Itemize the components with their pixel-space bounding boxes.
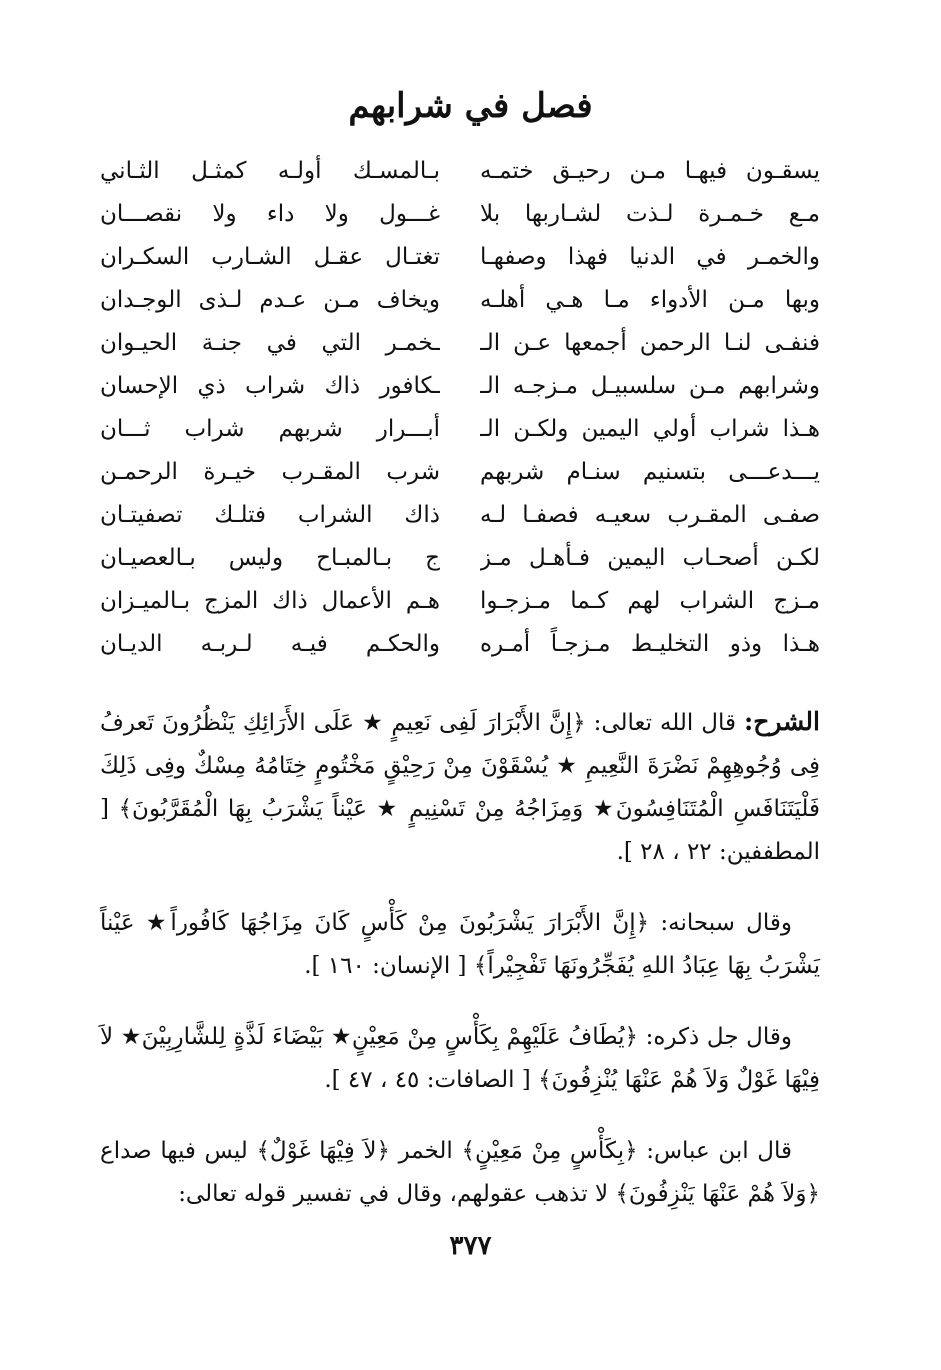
commentary-paragraph: وقال جل ذكره: ﴿يُطَافُ عَلَيْهِمْ بِكَأْسٍ مِنْ مَعِيْنٍ★ بَيْضَاءَ لَذَّةٍ لِلشَّارِبِيْنَ★ لاَ فِيْهَا غَوْلٌ وَلاَ هُمْ عَنْهَا يُنْزِفُونَ﴾ [ الصافات: ٤٥ ، ٤٧ ]. [100, 1024, 820, 1093]
verse-line [100, 236, 820, 279]
verse-line [100, 623, 820, 666]
verse-first-hemistich: والخمـر في الدنيا فهذا وصفهـا [480, 244, 820, 270]
verse-second-hemistich: بـالمسـك أولـه كمثـل الثـاني [100, 158, 440, 184]
verse-second-hemistich: ـكافور ذاك شراب ذي الإحسان [100, 373, 440, 399]
commentary-section [100, 700, 820, 1244]
verse-first-hemistich: وبها مـن الأدواء مـا هـي أهلـه [480, 287, 820, 313]
verse-second-hemistich: هـم الأعمال ذاك المزج بـالميـزان [100, 588, 440, 614]
commentary-paragraph: وقال سبحانه: ﴿إِنَّ الأَبْرَارَ يَشْرَبُونَ مِنْ كَأْسٍ كَانَ مِزَاجُهَا كَافُوراً★ عَيْناً يَشْرَبُ بِهَا عِبَادُ اللهِ يُفَجِّرُونَهَا تَفْجِيْراً﴾ [ الإنسان: ١٦٠ ]. [100, 910, 820, 979]
verse-second-hemistich: أبـــرار شربهم شراب ثـــان [100, 416, 440, 442]
verse-second-hemistich: غـــول ولا داء ولا نقصـــان [100, 201, 440, 227]
verse-first-hemistich: هـذا شراب أولي اليمين ولكـن الـ [480, 416, 820, 442]
verse-first-hemistich: هـذا وذو التخليـط مـزجـاً أمـره [480, 631, 820, 657]
poem-verses [100, 150, 820, 666]
verse-first-hemistich: لكـن أصحـاب اليمين فـأهـل مـز [480, 545, 820, 571]
verse-line [100, 279, 820, 322]
verse-first-hemistich: يسقـون فيهـا مـن رحيـق ختمـه [480, 158, 820, 184]
commentary-label: الشرح: [743, 707, 820, 736]
page-number: ٣٧٧ [449, 1231, 492, 1261]
verse-second-hemistich: شرب المقـرب خيـرة الرحمـن [100, 459, 440, 485]
verse-first-hemistich: صفـى المقـرب سعيـه فصفـا لـه [480, 502, 820, 528]
verse-first-hemistich: مـع خـمـرة لـذت لشـاربها بلا [480, 201, 820, 227]
verse-second-hemistich: ج بـالمبـاح وليس بـالعصيـان [100, 545, 440, 571]
page-title: فصل في شرابهم [348, 86, 593, 126]
verse-line [100, 537, 820, 580]
verse-first-hemistich: مـزج الشراب لهم كـما مـزجـوا [480, 588, 820, 614]
verse-line [100, 494, 820, 537]
verse-line [100, 322, 820, 365]
verse-line [100, 365, 820, 408]
commentary-text: قال الله تعالى: ﴿إِنَّ الأَبْرَارَ لَفِى نَعِيمٍ ★ عَلَى الأَرَائِكِ يَنْظُرُونَ تَعرفُ فِى وُجُوهِهِمْ نَضْرَةَ النَّعِيمِ ★ يُسْقَوْنَ مِنْ رَحِيْقٍ مَخْتُومٍ خِتَامُهُ مِسْكٌ وفِى ذَلِكَ فَلْيَتَنَافَسِ الْمُتَنَافِسُونَ★ وَمِزَاجُهُ مِنْ تَسْنِيمٍ ★ عَيْناً يَشْرَبُ بِهَا الْمُقَرَّبُونَ﴾ [ المطففين: ٢٢ ، ٢٨ ]. [100, 710, 820, 865]
verse-line [100, 580, 820, 623]
verse-second-hemistich: ذاك الشراب فتلـك تصفيتـان [100, 502, 440, 528]
verse-line [100, 408, 820, 451]
verse-line [100, 150, 820, 193]
verse-second-hemistich: تغتـال عقـل الشـارب السكـران [100, 244, 440, 270]
verse-second-hemistich: ويخاف مـن عـدم لـذى الوجـدان [100, 287, 440, 313]
verse-line [100, 193, 820, 236]
commentary-paragraph [100, 700, 820, 874]
verse-first-hemistich: فنفـى لنـا الرحمن أجمعها عـن الـ [480, 330, 820, 356]
verse-first-hemistich: وشرابهم مـن سلسبيـل مـزجـه الـ [480, 373, 820, 399]
verse-line [100, 451, 820, 494]
verse-second-hemistich: ـخمـر التي في جنـة الحيـوان [100, 330, 440, 356]
verse-first-hemistich: يـــدعـــى بتسنيم سنـام شربهم [480, 459, 820, 485]
verse-second-hemistich: والحكـم فيـه لـربـه الديـان [100, 631, 440, 657]
commentary-paragraph: قال ابن عباس: ﴿بِكَأْسٍ مِنْ مَعِيْنٍ﴾ الخمر ﴿لاَ فِيْهَا غَوْلٌ﴾ ليس فيها صداع ﴿وَلاَ هُمْ عَنْهَا يَنْزِفُونَ﴾ لا تذهب عقولهم، وقال في تفسير قوله تعالى: [100, 1138, 820, 1207]
